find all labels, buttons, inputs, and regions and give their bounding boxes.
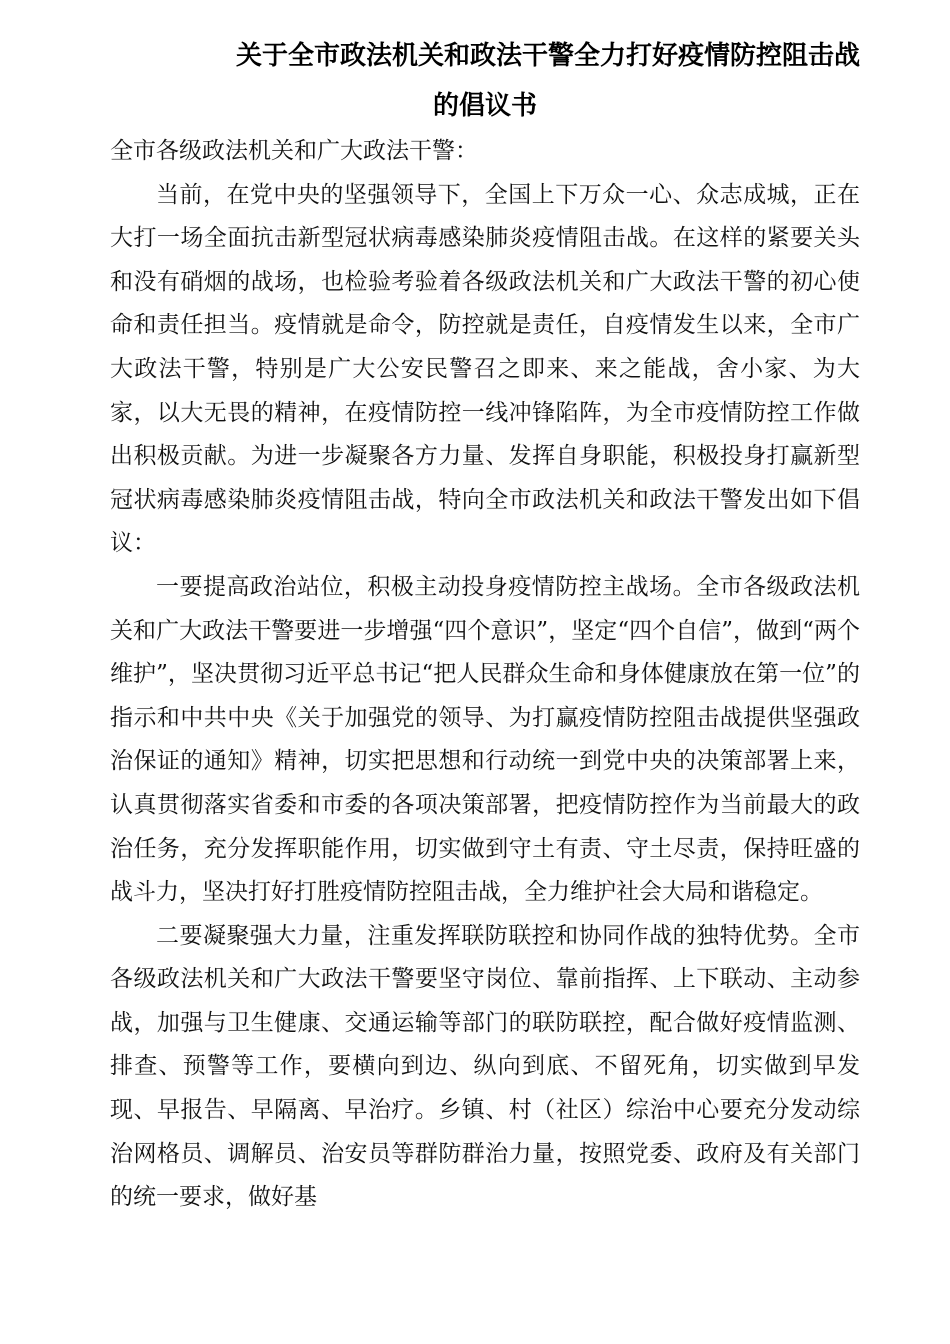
document-title-line-1: 关于全市政法机关和政法干警全力打好疫情防控阻击战 bbox=[235, 41, 860, 71]
salutation: 全市各级政法机关和广大政法干警： bbox=[110, 138, 478, 164]
document-title-line-2: 的倡议书 bbox=[432, 91, 537, 121]
paragraph-point-2: 二要凝聚强大力量，注重发挥联防联控和协同作战的独特优势。全市各级政法机关和广大政法干警要坚守岗位、靠前指挥、上下联动、主动参战，加强与卫生健康、交通运输等部门的联防联控，配合做好疫情监测、排查、预警等工作，要横向到边、纵向到底、不留死角，切实做到早发现、早报告、早隔离、早治疗。乡镇、村（社区）综治中心要充分发动综治网格员、调解员、治安员等群防群治力量，按照党委、政府及有关部门的统一要求，做好基 bbox=[110, 922, 860, 1211]
paragraph-intro: 当前，在党中央的坚强领导下，全国上下万众一心、众志成城，正在大打一场全面抗击新型冠状病毒感染肺炎疫情阻击战。在这样的紧要关头和没有硝烟的战场，也检验考验着各级政法机关和广大政法干警的初心使命和责任担当。疫情就是命令，防控就是责任，自疫情发生以来，全市广大政法干警，特别是广大公安民警召之即来、来之能战，舍小家、为大家，以大无畏的精神，在疫情防控一线冲锋陷阵，为全市疫情防控工作做出积极贡献。为进一步凝聚各方力量、发挥自身职能，积极投身打赢新型冠状病毒感染肺炎疫情阻击战，特向全市政法机关和政法干警发出如下倡议： bbox=[110, 181, 860, 557]
paragraph-point-1: 一要提高政治站位，积极主动投身疫情防控主战场。全市各级政法机关和广大政法干警要进一步增强“四个意识”，坚定“四个自信”，做到“两个维护”，坚决贯彻习近平总书记“把人民群众生命和身体健康放在第一位”的指示和中共中央《关于加强党的领导、为打赢疫情防控阻击战提供坚强政治保证的通知》精神，切实把思想和行动统一到党中央的决策部署上来，认真贯彻落实省委和市委的各项决策部署，把疫情防控作为当前最大的政治任务，充分发挥职能作用，切实做到守土有责、守土尽责，保持旺盛的战斗力，坚决打好打胜疫情防控阻击战，全力维护社会大局和谐稳定。 bbox=[110, 573, 860, 906]
document-body bbox=[110, 130, 860, 1220]
